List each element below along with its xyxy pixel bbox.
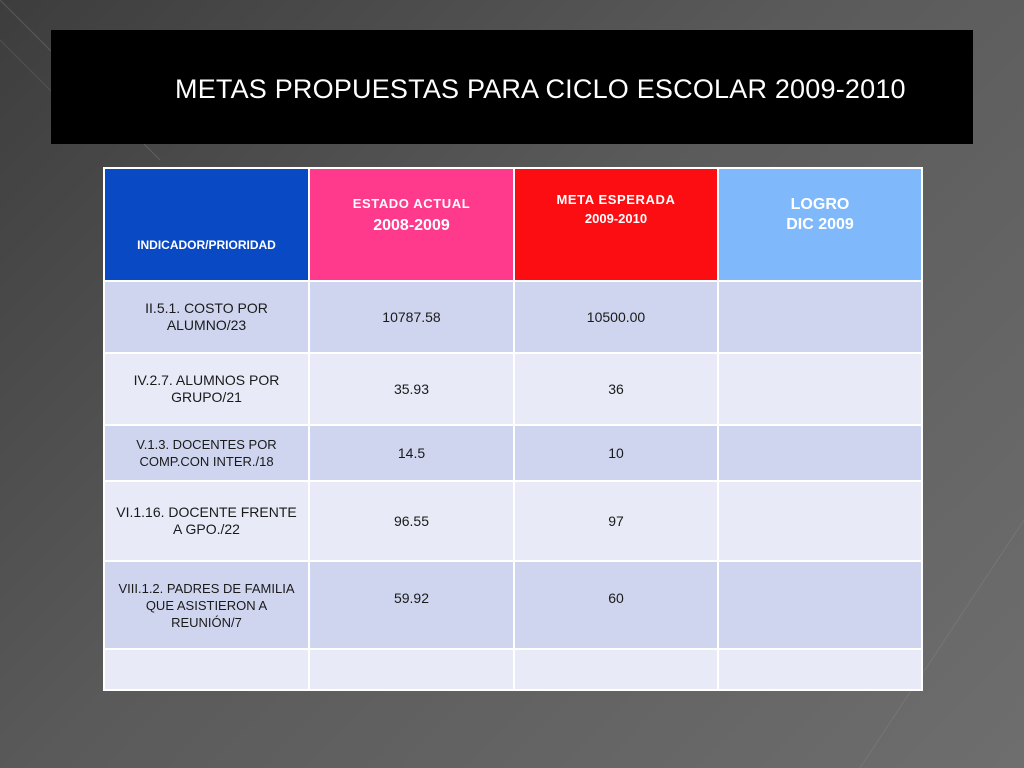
cell-estado: 96.55: [309, 481, 514, 561]
cell-indicador: V.1.3. DOCENTES POR COMP.CON INTER./18: [104, 425, 309, 481]
cell-logro: [718, 561, 922, 649]
cell-logro: [718, 481, 922, 561]
cell-logro: [718, 281, 922, 353]
header-estado-actual: [309, 168, 514, 281]
cell-indicador: [104, 649, 309, 690]
goals-table: [103, 167, 923, 691]
header-meta-esperada: [514, 168, 718, 281]
cell-estado: 59.92: [309, 561, 514, 649]
cell-meta: 97: [514, 481, 718, 561]
table-row: [104, 561, 922, 649]
table-row: [104, 649, 922, 690]
cell-estado: [309, 649, 514, 690]
cell-meta: [514, 649, 718, 690]
cell-logro: [718, 353, 922, 425]
page-title: METAS PROPUESTAS PARA CICLO ESCOLAR 2009-2010: [175, 74, 906, 104]
title-bar: [51, 30, 973, 144]
header-indicador-label: INDICADOR/PRIORIDAD: [137, 237, 276, 252]
cell-logro: [718, 649, 922, 690]
header-estado-line2: 2008-2009: [373, 217, 450, 234]
header-logro-line2: DIC 2009: [786, 215, 854, 233]
header-logro: [718, 168, 922, 281]
cell-estado: 14.5: [309, 425, 514, 481]
table-row: [104, 353, 922, 425]
header-row: [104, 168, 922, 281]
cell-logro: [718, 425, 922, 481]
header-meta-line2: 2009-2010: [584, 210, 648, 226]
cell-indicador: II.5.1. COSTO POR ALUMNO/23: [104, 281, 309, 353]
header-estado-line1: ESTADO ACTUAL: [352, 196, 471, 211]
cell-estado: 10787.58: [309, 281, 514, 353]
cell-meta: 60: [514, 561, 718, 649]
table-row: [104, 281, 922, 353]
cell-indicador: VI.1.16. DOCENTE FRENTE A GPO./22: [104, 481, 309, 561]
header-indicador: [104, 168, 309, 281]
cell-meta: 10500.00: [514, 281, 718, 353]
header-meta-line1: META ESPERADA: [556, 191, 676, 207]
cell-meta: 36: [514, 353, 718, 425]
header-logro-line1: LOGRO: [790, 195, 850, 213]
table-row: [104, 425, 922, 481]
cell-indicador: VIII.1.2. PADRES DE FAMILIA QUE ASISTIERON A REUNIÓN/7: [104, 561, 309, 649]
cell-meta: 10: [514, 425, 718, 481]
cell-indicador: IV.2.7. ALUMNOS POR GRUPO/21: [104, 353, 309, 425]
cell-estado: 35.93: [309, 353, 514, 425]
table-row: [104, 481, 922, 561]
